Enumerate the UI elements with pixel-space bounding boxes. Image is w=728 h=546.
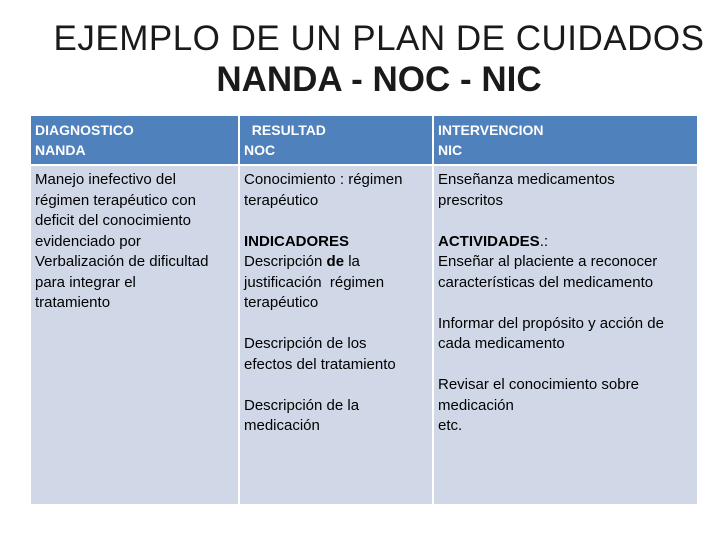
text-line: Conocimiento : régimen [244, 171, 403, 188]
table-row [30, 165, 698, 505]
text-line: Enseñar al placiente a reconocer [438, 253, 658, 270]
cell-intervencion [433, 165, 698, 505]
text-line: Descripción de la [244, 396, 360, 414]
title-line-2: NANDA - NOC - NIC [216, 60, 542, 99]
header-sublabel: NOC [244, 142, 276, 158]
text-line: justificación régimen [244, 273, 385, 291]
text-line: Verbalización de dificultad [35, 253, 209, 270]
care-plan-table [29, 114, 699, 506]
header-sublabel: NANDA [35, 142, 86, 158]
text-line: deficit del conocimiento [35, 212, 191, 229]
text-line: Manejo inefectivo del [35, 171, 176, 188]
text-line: cada medicamento [438, 335, 565, 352]
header-sublabel: NIC [438, 142, 463, 158]
text-line: terapéutico [244, 294, 319, 311]
header-label: INTERVENCION [438, 122, 544, 138]
text-line: Descripción de los [244, 335, 367, 352]
cell-diagnostico [30, 165, 239, 505]
header-label: DIAGNOSTICO [35, 122, 134, 138]
text-line: para integrar el [35, 273, 136, 291]
text-line: efectos del tratamiento [244, 355, 396, 373]
slide-title [0, 18, 728, 100]
actividades-heading: ACTIVIDADES.: [438, 232, 549, 250]
text-line: medicación [244, 417, 320, 434]
text-line: etc. [438, 417, 463, 434]
text-line: Descripción de la [244, 253, 360, 270]
indicadores-heading: INDICADORES [244, 232, 350, 250]
text-line: prescritos [438, 191, 504, 209]
text-line: medicación [438, 396, 514, 414]
text-line: Enseñanza medicamentos [438, 171, 615, 188]
header-label: RESULTAD [244, 122, 326, 138]
text-line: tratamiento [35, 294, 111, 311]
table-header-row [30, 115, 698, 165]
text-line: Informar del propósito y acción de [438, 314, 664, 332]
title-line-1: EJEMPLO DE UN PLAN DE CUIDADOS [53, 19, 705, 58]
header-diagnostico [30, 115, 239, 165]
text-line: régimen terapéutico con [35, 191, 196, 209]
text-line: terapéutico [244, 191, 319, 209]
text-line: características del medicamento [438, 273, 654, 291]
text-line: Revisar el conocimiento sobre [438, 376, 639, 393]
header-resultado [239, 115, 433, 165]
cell-resultado [239, 165, 433, 505]
text-line: evidenciado por [35, 232, 141, 250]
header-intervencion [433, 115, 698, 165]
